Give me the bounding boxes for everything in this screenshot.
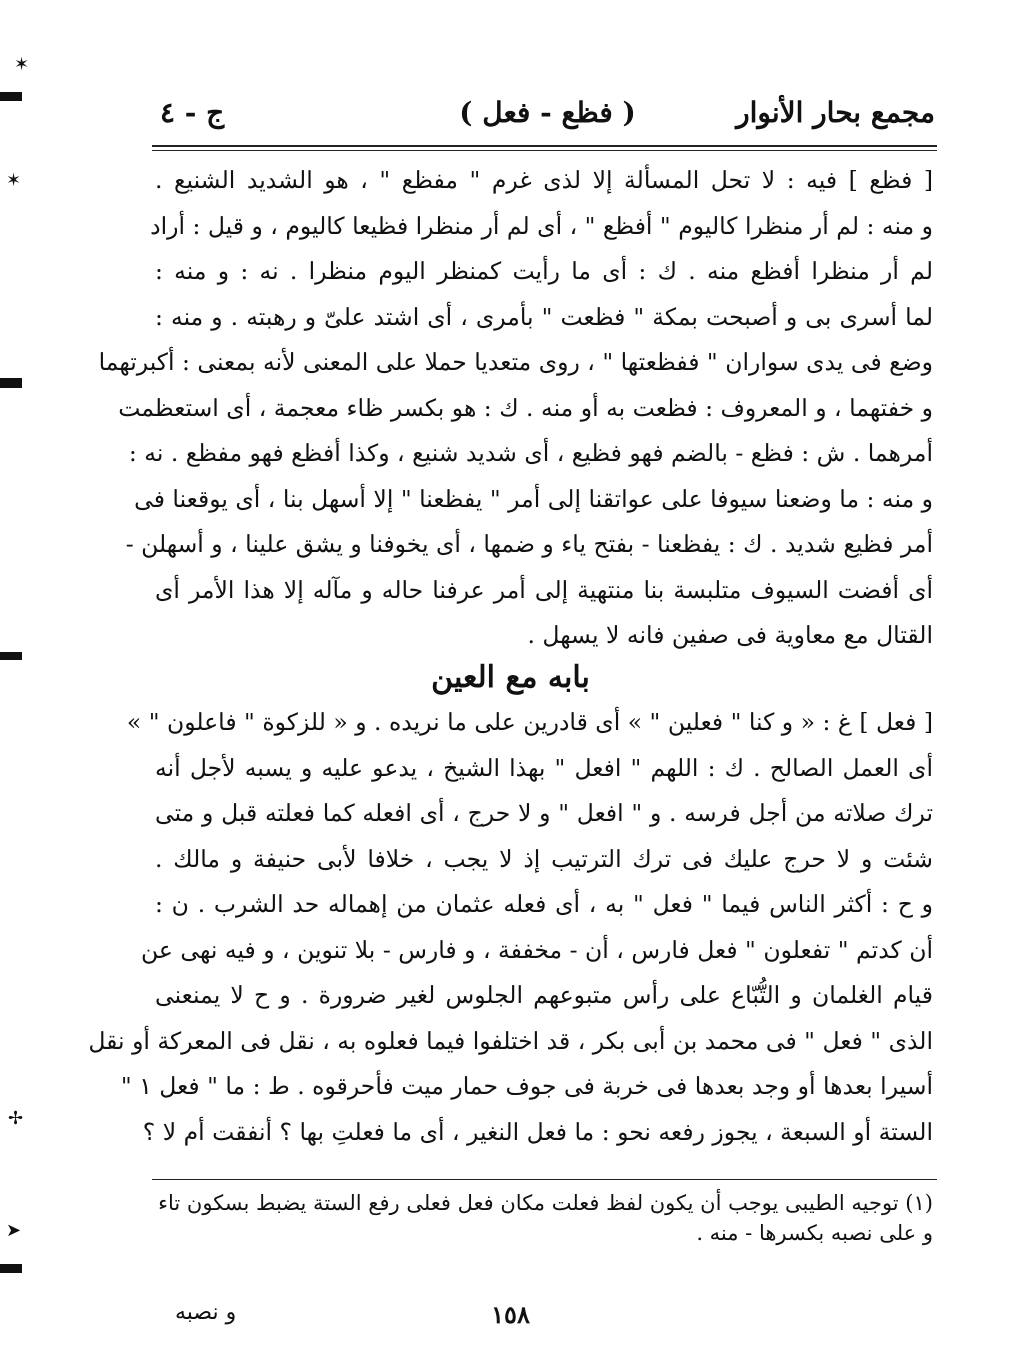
text-line: [ فعل ] غ : « و كنا " فعلين " » أى قادرين على ما نريده . و « للزكوة " فاعلون " » xyxy=(126,708,933,736)
catchword: و نصبه xyxy=(175,1300,237,1325)
footnote xyxy=(155,1188,933,1248)
text-line: [ فظع ] فيه : لا تحل المسألة إلا لذى غرم " مفظع " ، هو الشديد الشنيع . xyxy=(155,166,933,194)
footnote-line: و على نصبه بكسرها - منه . xyxy=(696,1221,933,1245)
text-line: ترك صلاته من أجل فرسه . و " افعل " و لا حرج ، أى افعله كما فعلته قبل و متى xyxy=(155,799,933,827)
entry-range: ( فظع - فعل ) xyxy=(459,96,636,129)
text-line: الذى " فعل " فى محمد بن أبى بكر ، قد اختلفوا فيما فعلوه به ، نقل فى المعركة أو نقل xyxy=(88,1026,933,1055)
margin-mark-icon: ✢ xyxy=(8,1108,24,1129)
entry-faala xyxy=(88,700,933,1155)
text-line: وضع فى يدى سواران " ففظعتها " ، روى متعديا حملا على المعنى لأنه بمعنى : أكبرتهما xyxy=(98,348,933,376)
footnote-line: (١) توجيه الطيبى يوجب أن يكون لفظ فعلت مكان فعل فعلى رفع الستة يضبط بسكون تاء xyxy=(158,1191,933,1215)
header-rule xyxy=(152,150,937,151)
page-number: ١٥٨ xyxy=(491,1300,530,1329)
text-line: و منه : ما وضعنا سيوفا على عواتقنا إلى أمر " يفظعنا " إلا أسهل بنا ، أى يوقعنا فى xyxy=(134,484,933,513)
binding-mark xyxy=(0,1264,22,1273)
text-line: لما أسرى بى و أصبحت بمكة " فظعت " بأمرى ، أى اشتد علىّ و رهبته . و منه : xyxy=(155,302,933,331)
text-line: أسيرا بعدها أو وجد بعدها فى خربة فى جوف حمار ميت فأحرقوه . ط : ما " فعل ١ " xyxy=(120,1072,933,1100)
margin-mark-icon: ✶ xyxy=(14,54,30,75)
binding-mark xyxy=(0,652,22,660)
header-rule xyxy=(152,145,937,147)
book-title: مجمع بحار الأنوار xyxy=(736,96,935,129)
entry-fazaa xyxy=(98,158,933,659)
volume-number: ج - ٤ xyxy=(160,96,225,129)
section-heading: بابه مع العين xyxy=(431,660,590,695)
text-line: شئت و لا حرج عليك فى ترك الترتيب إذ لا يجب ، خلافا لأبى حنيفة و مالك . xyxy=(155,844,933,873)
margin-mark-icon: ✶ xyxy=(6,170,22,191)
text-line: و ح : أكثر الناس فيما " فعل " به ، أى فعله عثمان من إهماله حد الشرب . ن : xyxy=(155,890,933,918)
text-line: أى العمل الصالح . ك : اللهم " افعل " بهذا الشيخ ، يدعو عليه و يسبه لأجل أنه xyxy=(155,753,933,782)
text-line: أمر فظيع شديد . ك : يفظعنا - بفتح ياء و ضمها ، أى يخوفنا و يشق علينا ، و أسهلن - xyxy=(125,530,933,558)
margin-mark-icon: ➤ xyxy=(6,1220,22,1241)
binding-mark xyxy=(0,378,22,388)
footnote-rule xyxy=(152,1179,937,1180)
text-line: و منه : لم أر منظرا كاليوم " أفظع " ، أى لم أر منظرا فظيعا كاليوم ، و قيل : أراد xyxy=(150,211,933,240)
text-line: و خفتهما ، و المعروف : فظعت به أو منه . ك : هو بكسر ظاء معجمة ، أى استعظمت xyxy=(118,393,933,422)
text-line: قيام الغلمان و التُّبّاع على رأس متبوعهم الجلوس لغير ضرورة . و ح لا يمنعنى xyxy=(155,981,933,1009)
binding-mark xyxy=(0,92,22,101)
text-line: أن كدتم " تفعلون " فعل فارس ، أن - مخففة ، و فارس - بلا تنوين ، و فيه نهى عن xyxy=(141,935,933,964)
text-line: أمرهما . ش : فظع - بالضم فهو فظيع ، أى شديد شنيع ، وكذا أفظع فهو مفظع . نه : xyxy=(128,439,933,467)
text-line: القتال مع معاوية فى صفين فانه لا يسهل . xyxy=(527,621,933,649)
text-line: الستة أو السبعة ، يجوز رفعه نحو : ما فعل النغير ، أى ما فعلتِ بها ؟ أنفقت أم لا ؟ xyxy=(142,1117,933,1146)
text-line: لم أر منظرا أفظع منه . ك : أى ما رأيت كمنظر اليوم منظرا . نه : و منه : xyxy=(155,257,933,285)
text-line: أى أفضت السيوف متلبسة بنا منتهية إلى أمر عرفنا حاله و مآله إلا هذا الأمر أى xyxy=(155,575,933,604)
running-header xyxy=(160,92,935,140)
